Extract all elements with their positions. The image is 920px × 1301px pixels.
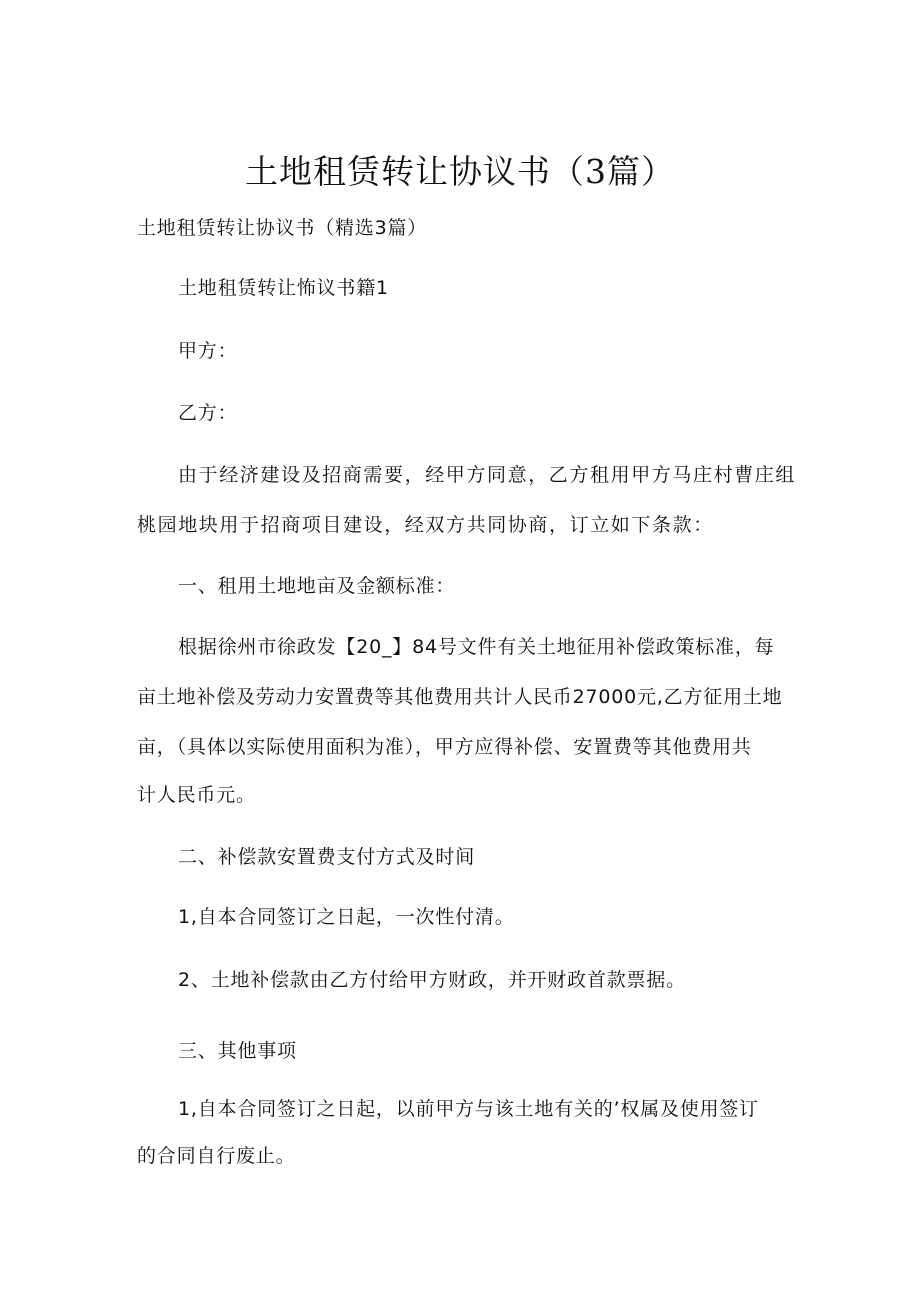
clause-2-item-2: 2、土地补偿款由乙方付给甲方财政，并开财政首款票据。 bbox=[178, 969, 686, 991]
document-subtitle: 土地租赁转让协议书（精选3篇） bbox=[137, 217, 428, 239]
document-title: 土地租赁转让协议书（3篇） bbox=[245, 152, 675, 191]
intro-line-2: 桃园地块用于招商项目建设，经双方共同协商，订立如下条款： bbox=[137, 514, 714, 536]
clause-1-line-3: 亩，（具体以实际使用面积为准），甲方应得补偿、安置费等其他费用共 bbox=[137, 736, 752, 758]
intro-line-1: 由于经济建设及招商需要，经甲方同意，乙方租用甲方马庄村曹庄组 bbox=[178, 464, 797, 486]
party-b-label: 乙方： bbox=[178, 402, 238, 424]
clause-1-line-2: 亩土地补偿及劳动力安置费等其他费用共计人民币27000元,乙方征用土地 bbox=[137, 686, 783, 708]
clause-3-heading: 三、其他事项 bbox=[178, 1040, 297, 1062]
clause-1-line-1: 根据徐州市徐政发【20_】84号文件有关土地征用补偿政策标准，每 bbox=[178, 636, 775, 658]
clause-3-item-1-line-2: 的合同自行废止。 bbox=[137, 1145, 296, 1167]
clause-2-heading: 二、补偿款安置费支付方式及时间 bbox=[178, 846, 476, 868]
clause-3-item-1-line-1: 1,自本合同签订之日起，以前甲方与该土地有关的’权属及使用签订 bbox=[178, 1098, 759, 1120]
clause-1-line-4: 计人民币元。 bbox=[137, 784, 256, 806]
party-a-label: 甲方： bbox=[178, 340, 238, 362]
clause-1-heading: 一、租用土地地亩及金额标准： bbox=[178, 575, 456, 597]
section-heading: 土地租赁转让怖议书籍1 bbox=[178, 277, 389, 299]
clause-2-item-1: 1,自本合同签订之日起，一次性付清。 bbox=[178, 906, 515, 928]
